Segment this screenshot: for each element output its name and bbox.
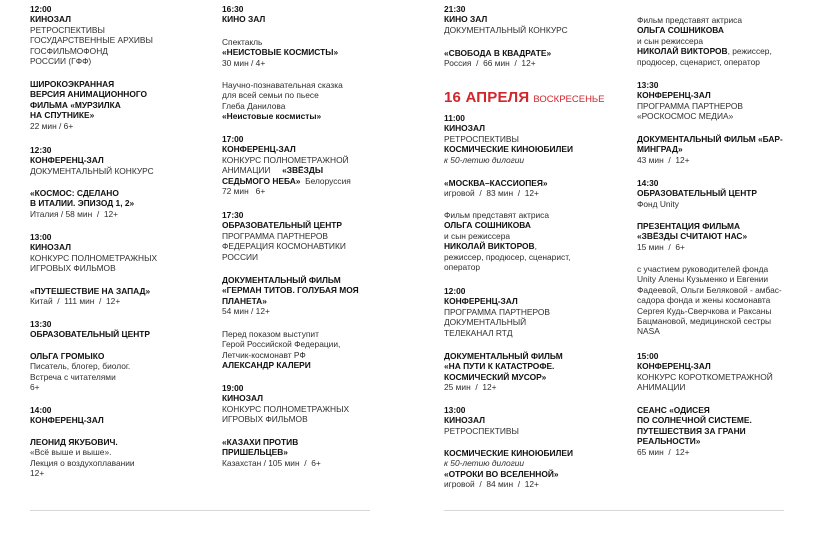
entry-text: продюсер, сценарист, оператор bbox=[637, 56, 760, 67]
entry-text: Фонд Unity bbox=[637, 198, 679, 209]
entry-text: КОНКУРС ПОЛНОМЕТРАЖНЫХ bbox=[222, 403, 350, 414]
entry-text: 72 мин 6+ bbox=[222, 186, 266, 197]
entry-heading: ПРЕЗЕНТАЦИЯ ФИЛЬМА bbox=[637, 221, 741, 231]
entry-text: АНИМАЦИИ bbox=[637, 382, 686, 393]
schedule-entry bbox=[222, 210, 412, 262]
entry-text: Unity Алены Кузьменко и Евгении bbox=[637, 274, 769, 285]
entry-heading: 13:30 bbox=[30, 319, 52, 329]
entry-text: ИГРОВЫХ ФИЛЬМОВ bbox=[222, 414, 308, 425]
entry-text: ПРОГРАММА ПАРТНЕРОВ bbox=[444, 306, 551, 317]
entry-text: 12+ bbox=[30, 468, 45, 479]
entry-text: Герой Российской Федерации, bbox=[222, 339, 341, 350]
entry-text: для всей семьи по пьесе bbox=[222, 90, 319, 101]
entry-heading: 17:00 bbox=[222, 134, 244, 144]
entry-text: Летчик-космонавт РФ bbox=[222, 349, 306, 360]
schedule-entry bbox=[444, 210, 624, 272]
entry-note: к 50-летию дилогии bbox=[444, 154, 525, 165]
entry-highlight: НИКОЛАЙ ВИКТОРОВ bbox=[637, 46, 728, 57]
entry-text: АНИМАЦИИ bbox=[222, 165, 283, 176]
entry-heading: ДОКУМЕНТАЛЬНЫЙ ФИЛЬМ «БАР- bbox=[637, 134, 783, 144]
entry-text: РОССИИ (ГФФ) bbox=[30, 56, 92, 67]
entry-highlight: НИКОЛАЙ ВИКТОРОВ bbox=[444, 241, 535, 252]
schedule-entry bbox=[637, 134, 817, 165]
entry-heading: В ИТАЛИИ. ЭПИЗОД 1, 2» bbox=[30, 198, 135, 209]
entry-highlight: СЕДЬМОГО НЕБА» bbox=[222, 175, 301, 186]
entry-heading: НА СПУТНИКЕ» bbox=[30, 110, 95, 121]
entry-text: 54 мин / 12+ bbox=[222, 306, 270, 317]
schedule-entry bbox=[222, 437, 412, 468]
entry-highlight: «ЗВЁЗДЫ bbox=[282, 165, 324, 176]
entry-text: садора фонда и жены космонавта bbox=[637, 295, 771, 306]
entry-text: Глеба Данилова bbox=[222, 100, 286, 111]
entry-heading: 12:00 bbox=[30, 4, 52, 14]
entry-heading: «Неистовые космисты» bbox=[222, 111, 322, 122]
entry-text: ПРОГРАММА ПАРТНЕРОВ bbox=[222, 230, 329, 241]
entry-text: Китай / 111 мин / 12+ bbox=[30, 296, 121, 307]
entry-text: ФЕДЕРАЦИЯ КОСМОНАВТИКИ bbox=[222, 241, 346, 252]
entry-heading: «КАЗАХИ ПРОТИВ bbox=[222, 437, 299, 447]
entry-heading: ПУТЕШЕСТВИЯ ЗА ГРАНИ bbox=[637, 425, 746, 436]
entry-text: КОНКУРС ПОЛНОМЕТРАЖНОЙ bbox=[222, 154, 349, 165]
entry-heading: КИНОЗАЛ bbox=[30, 14, 71, 25]
schedule-entry bbox=[222, 275, 412, 317]
entry-text: ДОКУМЕНТАЛЬНЫЙ КОНКУРС bbox=[444, 24, 568, 35]
entry-text: 15 мин / 6+ bbox=[637, 241, 685, 252]
entry-heading: КОСМИЧЕСКИЕ КИНОЮБИЛЕИ bbox=[444, 448, 573, 458]
entry-text: , bbox=[534, 241, 537, 252]
entry-heading: АЛЕКСАНДР КАЛЕРИ bbox=[222, 360, 311, 371]
schedule-entry bbox=[30, 405, 210, 426]
schedule-entry bbox=[30, 79, 210, 131]
schedule-entry bbox=[222, 329, 412, 371]
schedule-entry bbox=[637, 264, 817, 337]
entry-heading: ОЛЬГА ГРОМЫКО bbox=[30, 351, 105, 361]
bottom-divider-right bbox=[444, 510, 784, 511]
schedule-entry bbox=[30, 145, 210, 176]
entry-heading: 15:00 bbox=[637, 351, 659, 361]
entry-heading: КОНФЕРЕНЦ-ЗАЛ bbox=[444, 296, 518, 307]
entry-heading: 21:30 bbox=[444, 4, 466, 14]
entry-text: РЕТРОСПЕКТИВЫ bbox=[444, 133, 519, 144]
schedule-entry bbox=[222, 4, 412, 25]
date-heading bbox=[444, 89, 605, 107]
entry-text: с участием руководителей фонда bbox=[637, 264, 769, 274]
entry-text: Сергея Кудь-Сверчкова и Раксаны bbox=[637, 305, 772, 316]
entry-heading: ОЛЬГА СОШНИКОВА bbox=[444, 220, 531, 231]
entry-text: режиссер, продюсер, сценарист, bbox=[444, 251, 571, 262]
entry-text: игровой / 83 мин / 12+ bbox=[444, 188, 539, 199]
entry-text: ГОСУДАРСТВЕННЫЕ АРХИВЫ bbox=[30, 35, 153, 46]
entry-heading: МИНГРАД» bbox=[637, 144, 683, 155]
entry-text: КОНКУРС КОРОТКОМЕТРАЖНОЙ bbox=[637, 371, 773, 382]
entry-text: 30 мин / 4+ bbox=[222, 57, 266, 68]
entry-text: 22 мин / 6+ bbox=[30, 120, 74, 131]
entry-text: ДОКУМЕНТАЛЬНЫЙ КОНКУРС bbox=[30, 165, 154, 176]
entry-text: КОНКУРС ПОЛНОМЕТРАЖНЫХ bbox=[30, 252, 158, 263]
entry-heading: «ГЕРМАН ТИТОВ. ГОЛУБАЯ МОЯ bbox=[222, 285, 359, 296]
schedule-entry bbox=[444, 48, 624, 69]
schedule-entry bbox=[444, 178, 624, 199]
schedule-entry bbox=[637, 351, 817, 393]
entry-text: Писатель, блогер, биолог. bbox=[30, 361, 131, 372]
entry-heading: «ЗВЁЗДЫ СЧИТАЮТ НАС» bbox=[637, 231, 748, 242]
entry-heading: «МОСКВА–КАССИОПЕЯ» bbox=[444, 178, 548, 188]
entry-text: РОССИИ bbox=[222, 251, 259, 262]
entry-heading: КИНОЗАЛ bbox=[444, 415, 485, 426]
entry-text: игровой / 84 мин / 12+ bbox=[444, 479, 539, 490]
entry-text: «РОСКОСМОС МЕДИА» bbox=[637, 111, 734, 122]
entry-heading: 11:00 bbox=[444, 113, 465, 123]
entry-heading: ШИРОКОЭКРАННАЯ bbox=[30, 79, 115, 89]
schedule-entry bbox=[30, 188, 210, 219]
schedule-entry bbox=[444, 351, 624, 393]
entry-line-mixed bbox=[222, 165, 412, 175]
bottom-divider-left bbox=[30, 510, 370, 511]
entry-heading: КОНФЕРЕНЦ-ЗАЛ bbox=[637, 90, 711, 101]
entry-heading: 17:30 bbox=[222, 210, 244, 220]
entry-heading: КОНФЕРЕНЦ-ЗАЛ bbox=[30, 155, 104, 166]
entry-heading: «НА ПУТИ К КАТАСТРОФЕ. bbox=[444, 361, 555, 372]
entry-text: оператор bbox=[444, 262, 481, 273]
schedule-entry bbox=[222, 37, 412, 68]
schedule-entry bbox=[222, 80, 412, 122]
entry-heading: ДОКУМЕНТАЛЬНЫЙ ФИЛЬМ bbox=[222, 275, 341, 285]
entry-text: NASA bbox=[637, 326, 660, 337]
entry-text: РЕТРОСПЕКТИВЫ bbox=[30, 24, 105, 35]
schedule-entry bbox=[30, 319, 210, 340]
entry-text: 65 мин / 12+ bbox=[637, 446, 690, 457]
schedule-entry bbox=[444, 286, 624, 338]
entry-heading: 13:00 bbox=[444, 405, 466, 415]
entry-heading: «КОСМОС: СДЕЛАНО bbox=[30, 188, 119, 198]
entry-text: ДОКУМЕНТАЛЬНЫЙ bbox=[444, 317, 527, 328]
schedule-entry bbox=[30, 232, 210, 274]
entry-text: 43 мин / 12+ bbox=[637, 154, 690, 165]
entry-text: Италия / 58 мин / 12+ bbox=[30, 208, 119, 219]
entry-text: Казахстан / 105 мин / 6+ bbox=[222, 457, 321, 468]
entry-text: Россия / 66 мин / 12+ bbox=[444, 58, 536, 69]
entry-text: ИГРОВЫХ ФИЛЬМОВ bbox=[30, 263, 116, 274]
schedule-entry bbox=[30, 286, 210, 307]
entry-heading: 13:30 bbox=[637, 80, 659, 90]
entry-line-mixed bbox=[637, 46, 817, 56]
entry-heading: КИНОЗАЛ bbox=[30, 242, 71, 253]
schedule-entry bbox=[637, 221, 817, 252]
entry-note: к 50-летию дилогии bbox=[444, 458, 525, 469]
entry-heading: КОНФЕРЕНЦ-ЗАЛ bbox=[222, 144, 296, 155]
entry-text: и сын режиссера bbox=[444, 230, 511, 241]
entry-heading: «СВОБОДА В КВАДРАТЕ» bbox=[444, 48, 552, 58]
entry-heading: ПРИШЕЛЬЦЕВ» bbox=[222, 447, 288, 458]
entry-heading: ВЕРСИЯ АНИМАЦИОННОГО bbox=[30, 89, 147, 100]
entry-text: Спектакль bbox=[222, 37, 263, 47]
entry-heading: 12:00 bbox=[444, 286, 466, 296]
entry-heading: ОБРАЗОВАТЕЛЬНЫЙ ЦЕНТР bbox=[222, 220, 342, 231]
entry-line-mixed bbox=[222, 176, 412, 186]
entry-heading: КОСМИЧЕСКИЙ МУСОР» bbox=[444, 371, 547, 382]
entry-heading: 19:00 bbox=[222, 383, 244, 393]
schedule-entry bbox=[444, 4, 624, 35]
entry-text: ГОСФИЛЬМОФОНД bbox=[30, 45, 108, 56]
entry-heading: ПО СОЛНЕЧНОЙ СИСТЕМЕ. bbox=[637, 415, 752, 426]
entry-text: «Всё выше и выше». bbox=[30, 447, 112, 458]
schedule-entry bbox=[637, 405, 817, 457]
entry-heading: КИНОЗАЛ bbox=[444, 123, 485, 134]
entry-text: Фильм представят актриса bbox=[637, 15, 743, 25]
entry-heading: ОБРАЗОВАТЕЛЬНЫЙ ЦЕНТР bbox=[637, 188, 757, 199]
entry-heading: ПЛАНЕТА» bbox=[222, 295, 267, 306]
schedule-entry bbox=[444, 448, 624, 490]
entry-text: Белоруссия bbox=[300, 175, 351, 186]
entry-heading: 14:30 bbox=[637, 178, 659, 188]
schedule-entry bbox=[637, 15, 817, 67]
entry-heading: «ОТРОКИ ВО ВСЕЛЕННОЙ» bbox=[444, 468, 559, 479]
entry-heading: 16:30 bbox=[222, 4, 244, 14]
schedule-entry bbox=[30, 351, 210, 393]
entry-heading: ОБРАЗОВАТЕЛЬНЫЙ ЦЕНТР bbox=[30, 329, 150, 340]
entry-heading: 12:30 bbox=[30, 145, 52, 155]
schedule-entry bbox=[444, 405, 624, 436]
entry-line-mixed bbox=[444, 241, 624, 251]
entry-text: Лекция о воздухоплавании bbox=[30, 457, 135, 468]
entry-heading: КОНФЕРЕНЦ-ЗАЛ bbox=[30, 415, 104, 426]
entry-heading: 13:00 bbox=[30, 232, 52, 242]
entry-text: Фильм представят актриса bbox=[444, 210, 550, 220]
entry-text: , режиссер, bbox=[727, 46, 772, 57]
entry-text: 6+ bbox=[30, 382, 40, 393]
schedule-entry bbox=[222, 383, 412, 425]
entry-text: Перед показом выступит bbox=[222, 329, 319, 339]
schedule-entry bbox=[30, 4, 210, 66]
entry-heading: КИНО ЗАЛ bbox=[444, 14, 488, 25]
entry-heading: «НЕИСТОВЫЕ КОСМИСТЫ» bbox=[222, 47, 339, 58]
entry-text: Бацмановой, медицинской сестры bbox=[637, 316, 772, 327]
entry-heading: ФИЛЬМА «МУРЗИЛКА bbox=[30, 99, 121, 110]
entry-heading: ДОКУМЕНТАЛЬНЫЙ ФИЛЬМ bbox=[444, 351, 563, 361]
entry-heading: КИНО ЗАЛ bbox=[222, 14, 266, 25]
entry-heading: 14:00 bbox=[30, 405, 52, 415]
entry-text: Фадеевой, Ольги Беляковой - амбас- bbox=[637, 284, 782, 295]
schedule-entry bbox=[30, 437, 210, 479]
date-label: 16 АПРЕЛЯ bbox=[444, 89, 530, 106]
entry-text: и сын режиссера bbox=[637, 35, 704, 46]
entry-text: ТЕЛЕКАНАЛ RTД bbox=[444, 327, 513, 338]
entry-text: ПРОГРАММА ПАРТНЕРОВ bbox=[637, 100, 744, 111]
entry-heading: КИНОЗАЛ bbox=[222, 393, 263, 404]
entry-heading: ЛЕОНИД ЯКУБОВИЧ. bbox=[30, 437, 118, 447]
schedule-entry bbox=[637, 80, 817, 122]
entry-heading: ОЛЬГА СОШНИКОВА bbox=[637, 25, 724, 36]
entry-heading: «ПУТЕШЕСТВИЕ НА ЗАПАД» bbox=[30, 286, 151, 296]
entry-heading: СЕАНС «ОДИСЕЯ bbox=[637, 405, 710, 415]
entry-heading: КОНФЕРЕНЦ-ЗАЛ bbox=[637, 361, 711, 372]
schedule-entry bbox=[444, 113, 624, 165]
entry-heading: РЕАЛЬНОСТИ» bbox=[637, 436, 701, 447]
entry-heading: КОСМИЧЕСКИЕ КИНОЮБИЛЕИ bbox=[444, 144, 573, 155]
entry-text: Встреча с читателями bbox=[30, 371, 116, 382]
date-weekday: ВОСКРЕСЕНЬЕ bbox=[533, 94, 605, 105]
schedule-entry bbox=[637, 178, 817, 209]
entry-text: РЕТРОСПЕКТИВЫ bbox=[444, 425, 519, 436]
entry-text: 25 мин / 12+ bbox=[444, 382, 497, 393]
schedule-entry bbox=[222, 134, 412, 196]
entry-text: Научно-познавательная сказка bbox=[222, 80, 343, 90]
